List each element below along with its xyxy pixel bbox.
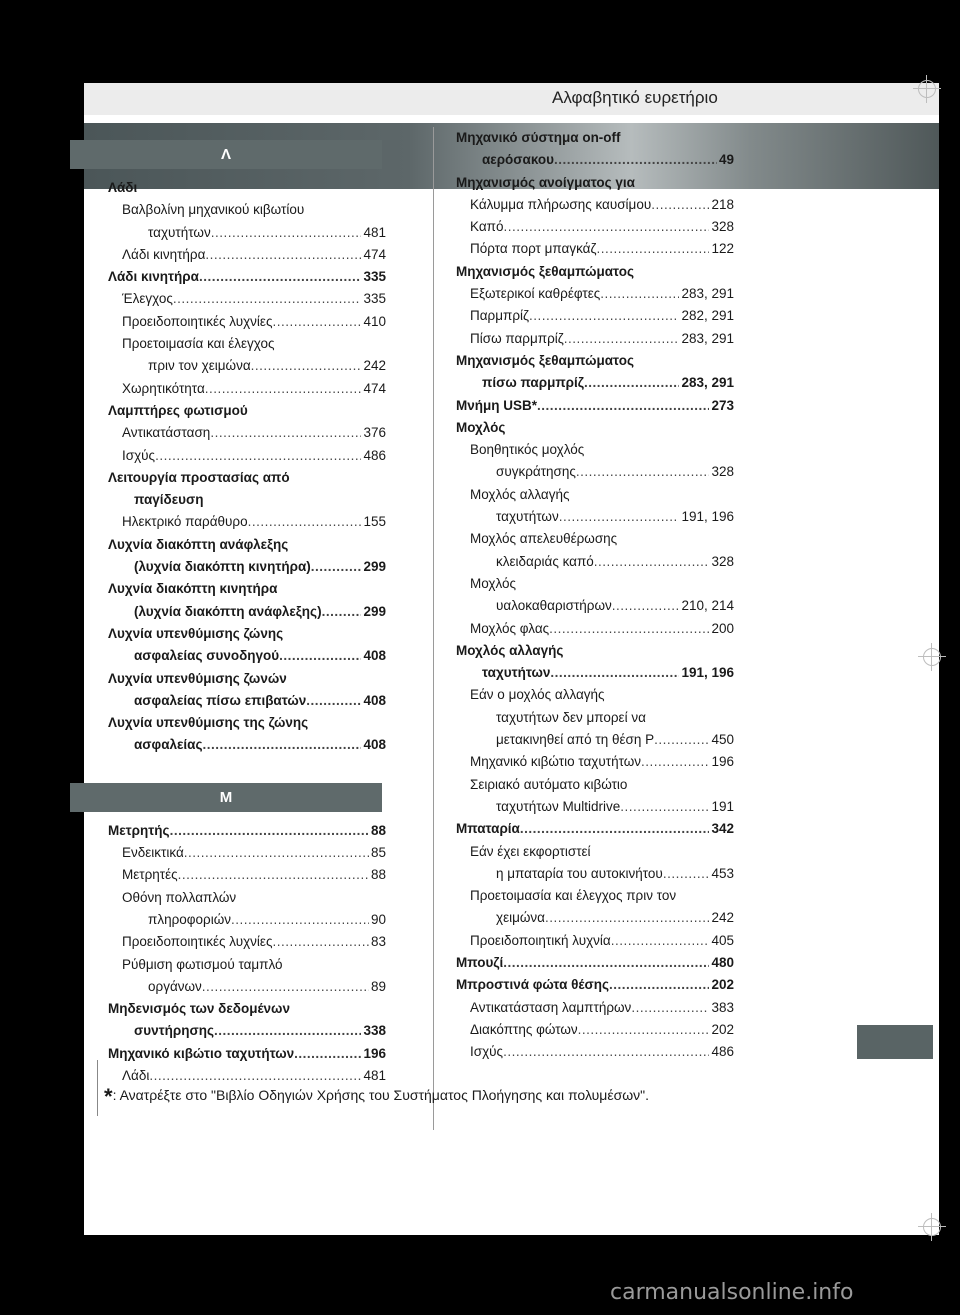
entry-page: 283, 291 <box>681 286 734 302</box>
index-entry <box>456 417 734 439</box>
entry-page: 408 <box>363 737 386 753</box>
entry-page: 474 <box>363 380 386 396</box>
dot-leader <box>559 506 680 528</box>
entry-text: Πόρτα πορτ μπαγκάζ <box>470 241 597 257</box>
entry-page: 405 <box>711 932 734 948</box>
entry-text: Ισχύς <box>122 447 156 463</box>
entry-page: 191, 196 <box>681 509 734 525</box>
entry-text: Προειδοποιητικές λυχνίες <box>122 934 273 950</box>
entry-page: 49 <box>718 152 734 168</box>
dot-leader <box>173 288 362 310</box>
entry-page: 283, 291 <box>681 375 734 391</box>
index-entry <box>108 931 386 953</box>
entry-text: ταχυτήτων <box>148 224 211 240</box>
entry-text: Μπροστινά φώτα θέσης <box>456 977 610 993</box>
entry-page: 283, 291 <box>681 330 734 346</box>
index-column-right <box>456 127 734 1063</box>
entry-text: Βοηθητικός μοχλός <box>470 442 585 458</box>
entry-text: χειμώνα <box>496 910 545 926</box>
dot-leader <box>503 216 709 238</box>
entry-text: Ισχύς <box>470 1044 504 1060</box>
index-entry <box>456 841 734 863</box>
index-entry <box>456 618 734 640</box>
dot-leader <box>170 820 369 842</box>
dot-leader <box>529 305 679 327</box>
entry-text: Λάδι κινητήρα <box>122 246 206 262</box>
entry-text: Μηδενισμός των δεδομένων <box>108 1001 290 1017</box>
dot-leader <box>594 551 710 573</box>
entry-page: 90 <box>370 911 386 927</box>
entry-text: Λυχνία διακόπτη κινητήρα <box>108 581 278 597</box>
index-entry <box>108 645 386 667</box>
index-entry <box>456 952 734 974</box>
index-entry <box>108 333 386 355</box>
index-entry <box>456 484 734 506</box>
dot-leader <box>155 445 361 467</box>
margin-rule <box>97 1060 98 1116</box>
entry-text: Μετρητές <box>122 867 178 883</box>
dot-leader <box>205 244 361 266</box>
dot-leader <box>596 238 709 260</box>
dot-leader <box>584 372 679 394</box>
entry-page: 85 <box>370 845 386 861</box>
dot-leader <box>631 997 709 1019</box>
header-strip <box>84 83 939 115</box>
entry-text: Ηλεκτρικό παράθυρο <box>122 514 248 530</box>
entry-page: 450 <box>711 732 734 748</box>
dot-leader <box>202 734 361 756</box>
entry-page: 486 <box>363 447 386 463</box>
index-entry <box>456 997 734 1019</box>
footnote-marker: * <box>104 1084 113 1109</box>
entry-page: 335 <box>363 269 386 285</box>
dot-leader <box>251 355 362 377</box>
entry-page: 122 <box>711 241 734 257</box>
entry-text: Παρμπρίζ <box>470 308 529 324</box>
entry-text: ταχυτήτων <box>496 509 559 525</box>
index-entry <box>108 668 386 690</box>
entry-page: 210, 214 <box>681 598 734 614</box>
dot-leader <box>550 662 679 684</box>
index-entry <box>456 528 734 550</box>
entry-page: 155 <box>363 514 386 530</box>
index-entry <box>108 1043 386 1065</box>
index-entry <box>456 261 734 283</box>
index-entry <box>456 395 734 417</box>
index-entry <box>456 774 734 796</box>
index-entry <box>108 445 386 467</box>
dot-leader <box>279 645 361 667</box>
entry-text: κλειδαριάς καπό <box>496 553 594 569</box>
dot-leader <box>205 378 362 400</box>
entry-text: οργάνων <box>148 978 202 994</box>
entry-text: Λυχνία υπενθύμισης ζωνών <box>108 670 287 686</box>
dot-leader <box>611 930 710 952</box>
entry-text: Μηχανικό κιβώτιο ταχυτήτων <box>470 754 642 770</box>
entry-text: Οθόνη πολλαπλών <box>122 889 237 905</box>
dot-leader <box>503 952 709 974</box>
entry-page: 202 <box>711 977 734 993</box>
entry-text: Μπουζί <box>456 954 504 970</box>
entry-text: υαλοκαθαριστήρων <box>496 598 612 614</box>
entry-text: Μοχλός <box>456 419 506 435</box>
entry-page: 88 <box>370 867 386 883</box>
entry-text: Μπαταρία <box>456 821 520 837</box>
dot-leader <box>231 909 369 931</box>
entry-page: 383 <box>711 999 734 1015</box>
index-entry <box>108 690 386 712</box>
index-entry <box>108 734 386 756</box>
entry-text: Μηχανισμός ξεθαμπώματος <box>456 263 634 279</box>
index-entry <box>456 707 734 729</box>
index-entry <box>456 662 734 684</box>
index-thumb-tab <box>857 1025 933 1059</box>
index-entry <box>456 751 734 773</box>
dot-leader <box>554 149 717 171</box>
entry-text: Σειριακό αυτόματο κιβώτιο <box>470 776 628 792</box>
entry-text: Μοχλός <box>470 575 517 591</box>
page-title: Αλφαβητικό ευρετήριο <box>552 88 718 107</box>
dot-leader <box>654 729 709 751</box>
dot-leader <box>214 1020 361 1042</box>
index-entry <box>108 355 386 377</box>
index-entry <box>108 842 386 864</box>
entry-text: ταχυτήτων δεν μπορεί να <box>496 709 646 725</box>
entry-text: πίσω παρμπρίζ <box>482 375 585 391</box>
entry-text: Εάν έχει εκφορτιστεί <box>470 843 591 859</box>
entry-page: 328 <box>711 219 734 235</box>
entry-text: (λυχνία διακόπτη κινητήρα) <box>134 559 311 575</box>
entry-text: Ρύθμιση φωτισμού ταμπλό <box>122 956 283 972</box>
index-entry <box>456 729 734 751</box>
entry-text: Μοχλός φλας <box>470 620 550 636</box>
index-entry <box>108 400 386 422</box>
dot-leader <box>272 311 361 333</box>
entry-text: παγίδευση <box>134 492 204 508</box>
dot-leader <box>578 1019 710 1041</box>
index-entry <box>456 1019 734 1041</box>
dot-leader <box>651 194 709 216</box>
entry-page: 218 <box>711 196 734 212</box>
registration-mark-icon <box>923 1218 941 1236</box>
index-entry <box>456 350 734 372</box>
column-divider <box>433 127 434 1130</box>
entry-text: Προετοιμασία και έλεγχος πριν τον <box>470 888 677 904</box>
footnote-text: : Ανατρέξτε στο "Βιβλίο Οδηγιών Χρήσης του Συστήματος Πλοήγησης και πολυμέσων". <box>112 1087 649 1103</box>
entry-text: Διακόπτης φώτων <box>470 1021 578 1037</box>
index-entry <box>108 712 386 734</box>
index-entry <box>108 976 386 998</box>
section-header: Μ <box>70 783 382 812</box>
entry-page: 200 <box>711 620 734 636</box>
dot-leader <box>564 328 680 350</box>
entry-page: 202 <box>711 1021 734 1037</box>
entry-page: 335 <box>363 291 386 307</box>
entry-text: πριν τον χειμώνα <box>148 358 251 374</box>
index-entry <box>108 820 386 842</box>
entry-text: Μηχανικό σύστημα on-off <box>456 130 621 145</box>
entry-page: 408 <box>363 692 386 708</box>
dot-leader <box>641 751 709 773</box>
entry-page: 328 <box>711 464 734 480</box>
entry-text: ασφαλείας <box>134 737 203 753</box>
index-entry <box>456 796 734 818</box>
index-entry <box>108 887 386 909</box>
index-entry <box>108 998 386 1020</box>
entry-text: Μνήμη USB* <box>456 397 538 413</box>
dot-leader <box>520 818 710 840</box>
index-entry <box>456 194 734 216</box>
entry-text: Λυχνία υπενθύμισης ζώνης <box>108 625 284 641</box>
entry-text: ταχυτήτων <box>482 665 551 681</box>
entry-page: 481 <box>363 224 386 240</box>
index-entry <box>456 551 734 573</box>
index-entry <box>456 595 734 617</box>
index-entry <box>108 244 386 266</box>
index-entry <box>456 172 734 194</box>
entry-text: Λειτουργία προστασίας από <box>108 469 290 485</box>
registration-mark-icon <box>918 80 936 98</box>
entry-page: 480 <box>711 954 734 970</box>
entry-text: η μπαταρία του αυτοκινήτου <box>496 865 663 881</box>
entry-text: Μηχανισμός ξεθαμπώματος <box>456 352 634 368</box>
watermark: carmanualsonline.info <box>610 1280 854 1305</box>
index-entry <box>456 238 734 260</box>
entry-text: Εξωτερικοί καθρέφτες <box>470 286 601 302</box>
index-entry <box>108 422 386 444</box>
index-entry <box>456 573 734 595</box>
entry-text: Μηχανικό κιβώτιο ταχυτήτων <box>108 1045 295 1061</box>
index-entry <box>456 506 734 528</box>
dot-leader <box>609 974 709 996</box>
dot-leader <box>248 511 362 533</box>
index-entry <box>108 489 386 511</box>
entry-page: 299 <box>363 559 386 575</box>
index-entry <box>108 378 386 400</box>
entry-page: 408 <box>363 648 386 664</box>
dot-leader <box>545 907 709 929</box>
entry-text: Εάν ο μοχλός αλλαγής <box>470 687 605 703</box>
dot-leader <box>306 690 361 712</box>
dot-leader <box>199 266 362 288</box>
index-entry <box>456 885 734 907</box>
entry-page: 196 <box>363 1045 386 1061</box>
index-entry <box>108 511 386 533</box>
dot-leader <box>600 283 679 305</box>
entry-text: Μοχλός αλλαγής <box>470 486 570 502</box>
dot-leader <box>178 864 369 886</box>
dot-leader <box>322 601 362 623</box>
entry-page: 282, 291 <box>681 308 734 324</box>
dot-leader <box>211 222 362 244</box>
index-entry <box>456 930 734 952</box>
index-entry <box>456 328 734 350</box>
index-entry <box>108 288 386 310</box>
dot-leader <box>549 618 709 640</box>
entry-page: 486 <box>711 1044 734 1060</box>
entry-text: Μοχλός απελευθέρωσης <box>470 531 618 547</box>
dot-leader <box>537 395 709 417</box>
entry-text: Λαμπτήρες φωτισμού <box>108 402 248 418</box>
entry-text: Ενδεικτικά <box>122 845 184 861</box>
entry-text: Χωρητικότητα <box>122 380 205 396</box>
entry-page: 342 <box>711 821 734 837</box>
entry-text: Λάδι <box>108 180 138 195</box>
entry-text: (λυχνία διακόπτη ανάφλεξης) <box>134 603 322 619</box>
index-entry <box>456 1041 734 1063</box>
section-header: Λ <box>70 140 382 169</box>
entry-text: Έλεγχος <box>122 291 173 307</box>
dot-leader <box>210 422 361 444</box>
index-entry <box>456 640 734 662</box>
entry-page: 191 <box>711 798 734 814</box>
index-entry <box>456 974 734 996</box>
dot-leader <box>503 1041 709 1063</box>
dot-leader <box>294 1043 361 1065</box>
index-entry <box>108 909 386 931</box>
entry-text: Μετρητής <box>108 822 170 838</box>
index-entry <box>456 149 734 171</box>
entry-text: Λάδι κινητήρα <box>108 269 199 285</box>
index-entry <box>456 305 734 327</box>
entry-page: 196 <box>711 754 734 770</box>
index-entry <box>456 863 734 885</box>
entry-text: Πίσω παρμπρίζ <box>470 330 564 346</box>
index-entry <box>108 177 386 199</box>
index-entry <box>108 311 386 333</box>
entry-text: Προειδοποιητικές λυχνίες <box>122 313 273 329</box>
index-column-left <box>108 140 386 1087</box>
index-entry <box>108 222 386 244</box>
index-entry <box>108 556 386 578</box>
entry-page: 88 <box>370 822 386 838</box>
index-entry <box>108 199 386 221</box>
entry-page: 191, 196 <box>681 665 734 681</box>
index-entry <box>456 216 734 238</box>
entry-page: 338 <box>363 1023 386 1039</box>
index-entry <box>456 818 734 840</box>
entry-page: 376 <box>363 425 386 441</box>
dot-leader <box>612 595 680 617</box>
entry-page: 481 <box>363 1067 386 1083</box>
entry-text: ταχυτήτων Multidrive <box>496 798 621 814</box>
registration-mark-icon <box>923 648 941 666</box>
entry-text: Μοχλός αλλαγής <box>456 642 564 658</box>
dot-leader <box>663 863 710 885</box>
entry-page: 474 <box>363 246 386 262</box>
entry-text: ασφαλείας πίσω επιβατών <box>134 692 307 708</box>
index-entry <box>108 601 386 623</box>
index-entry <box>108 954 386 976</box>
entry-page: 242 <box>363 358 386 374</box>
entry-text: Μηχανισμός ανοίγματος για <box>456 174 635 190</box>
section-gap <box>108 757 386 783</box>
dot-leader <box>576 461 710 483</box>
index-entry <box>108 1020 386 1042</box>
entry-page: 242 <box>711 910 734 926</box>
dot-leader <box>184 842 369 864</box>
entry-page: 273 <box>711 397 734 413</box>
footnote <box>104 1084 649 1110</box>
entry-text: Βαλβολίνη μηχανικού κιβωτίου <box>122 202 305 218</box>
entry-text: συντήρησης <box>134 1023 214 1039</box>
entry-page: 89 <box>370 978 386 994</box>
entry-text: πληροφοριών <box>148 911 231 927</box>
dot-leader <box>311 556 362 578</box>
entry-page: 453 <box>711 865 734 881</box>
entry-text: Προειδοποιητική λυχνία <box>470 932 611 948</box>
entry-page: 410 <box>363 313 386 329</box>
index-entry <box>456 283 734 305</box>
entry-text: ασφαλείας συνοδηγού <box>134 648 280 664</box>
entry-text: Αντικατάσταση λαμπτήρων <box>470 999 632 1015</box>
index-entry <box>456 127 734 149</box>
index-entry <box>456 907 734 929</box>
entry-text: αερόσακου <box>482 152 555 168</box>
entry-text: Λάδι <box>122 1067 150 1083</box>
entry-page: 328 <box>711 553 734 569</box>
entry-text: Κάλυμμα πλήρωσης καυσίμου <box>470 196 652 212</box>
index-entry <box>456 439 734 461</box>
entry-text: συγκράτησης <box>496 464 576 480</box>
index-entry <box>108 578 386 600</box>
index-entry <box>108 623 386 645</box>
index-entry <box>456 684 734 706</box>
index-entry <box>108 864 386 886</box>
index-entry <box>456 461 734 483</box>
entry-text: Λυχνία υπενθύμισης της ζώνης <box>108 715 309 731</box>
dot-leader <box>272 931 369 953</box>
entry-page: 299 <box>363 603 386 619</box>
index-entry <box>456 372 734 394</box>
entry-text: Καπό <box>470 219 504 235</box>
entry-text: Αντικατάσταση <box>122 425 211 441</box>
index-entry <box>108 467 386 489</box>
index-entry <box>108 534 386 556</box>
entry-text: μετακινηθεί από τη θέση P <box>496 732 655 748</box>
entry-text: Προετοιμασία και έλεγχος <box>122 336 275 352</box>
entry-page: 83 <box>370 934 386 950</box>
index-entry <box>108 266 386 288</box>
dot-leader <box>202 976 369 998</box>
dot-leader <box>620 796 709 818</box>
entry-text: Λυχνία διακόπτη ανάφλεξης <box>108 536 289 552</box>
